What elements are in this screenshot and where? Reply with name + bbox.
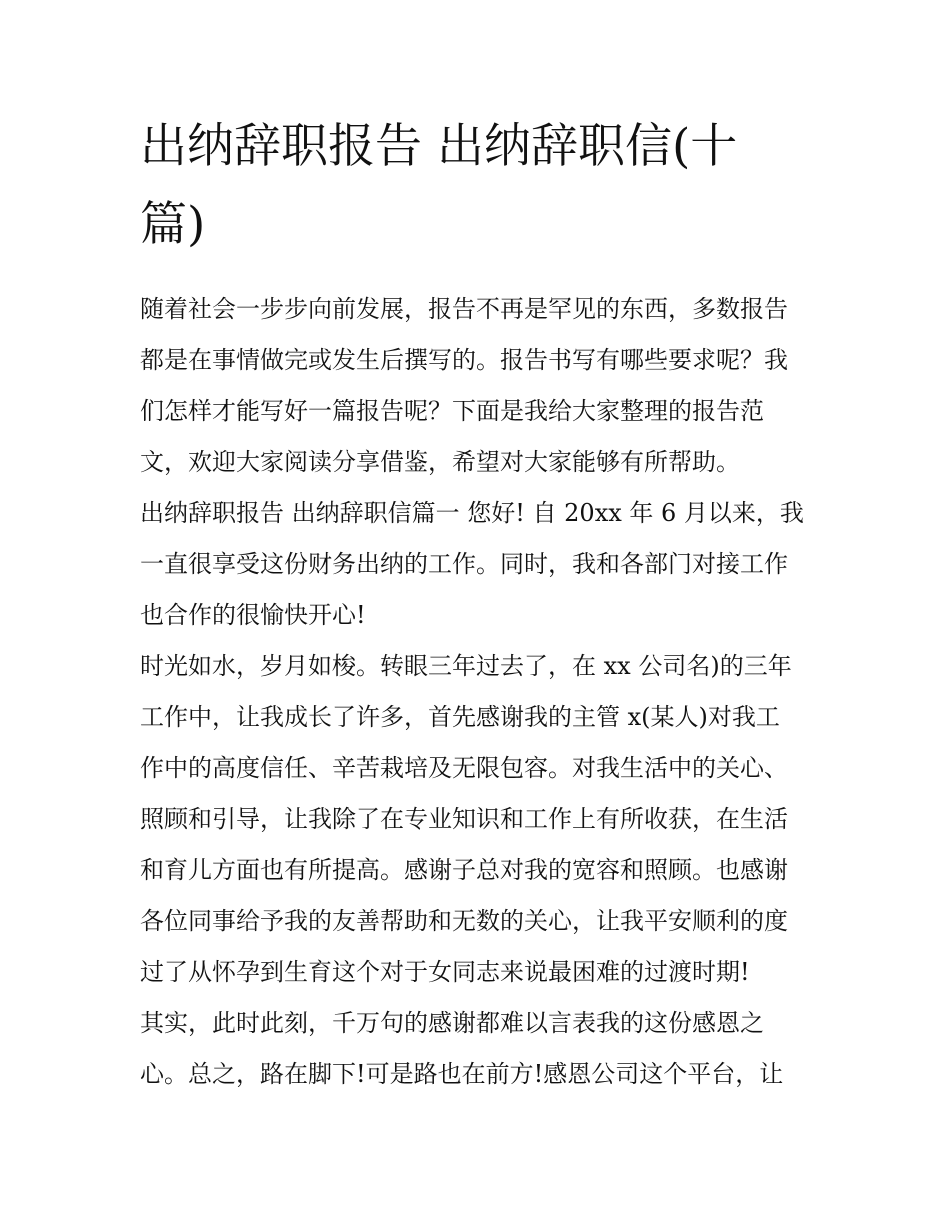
- text-line: 出纳辞职报告 出纳辞职信篇一 您好! 自 20xx 年 6 月以来，我: [140, 499, 804, 527]
- text-line: 都是在事情做完或发生后撰写的。报告书写有哪些要求呢？我: [140, 346, 788, 374]
- text-line: 们怎样才能写好一篇报告呢？下面是我给大家整理的报告范: [140, 397, 764, 425]
- text-line: 一直很享受这份财务出纳的工作。同时，我和各部门对接工作: [140, 550, 788, 578]
- text-line: 其实，此时此刻，千万句的感谢都难以言表我的这份感恩之: [140, 1009, 764, 1037]
- document-page: [140, 108, 815, 1100]
- text-line: 各位同事给予我的友善帮助和无数的关心，让我平安顺利的度: [140, 907, 788, 935]
- title-line-1: 出纳辞职报告 出纳辞职信(十: [140, 119, 738, 174]
- paragraph-closing: [140, 998, 815, 1100]
- text-line: 作中的高度信任、辛苦栽培及无限包容。对我生活中的关心、: [140, 754, 788, 782]
- paragraph-thanks: [140, 641, 815, 998]
- paragraph-greeting: [140, 488, 815, 641]
- document-title: [140, 108, 815, 264]
- title-line-2: 篇): [140, 197, 206, 252]
- text-line: 过了从怀孕到生育这个对于女同志来说最困难的过渡时期!: [140, 958, 750, 986]
- text-line: 文，欢迎大家阅读分享借鉴，希望对大家能够有所帮助。: [140, 448, 740, 476]
- text-line: 随着社会一步步向前发展，报告不再是罕见的东西，多数报告: [140, 295, 788, 323]
- text-line: 工作中，让我成长了许多，首先感谢我的主管 x(某人)对我工: [140, 703, 780, 731]
- text-line: 心。总之，路在脚下!可是路也在前方!感恩公司这个平台，让: [140, 1060, 784, 1088]
- text-line: 时光如水，岁月如梭。转眼三年过去了，在 xx 公司名)的三年: [140, 652, 792, 680]
- text-line: 照顾和引导，让我除了在专业知识和工作上有所收获，在生活: [140, 805, 788, 833]
- text-line: 和育儿方面也有所提高。感谢子总对我的宽容和照顾。也感谢: [140, 856, 788, 884]
- text-line: 也合作的很愉快开心!: [140, 601, 366, 629]
- paragraph-intro: [140, 284, 815, 488]
